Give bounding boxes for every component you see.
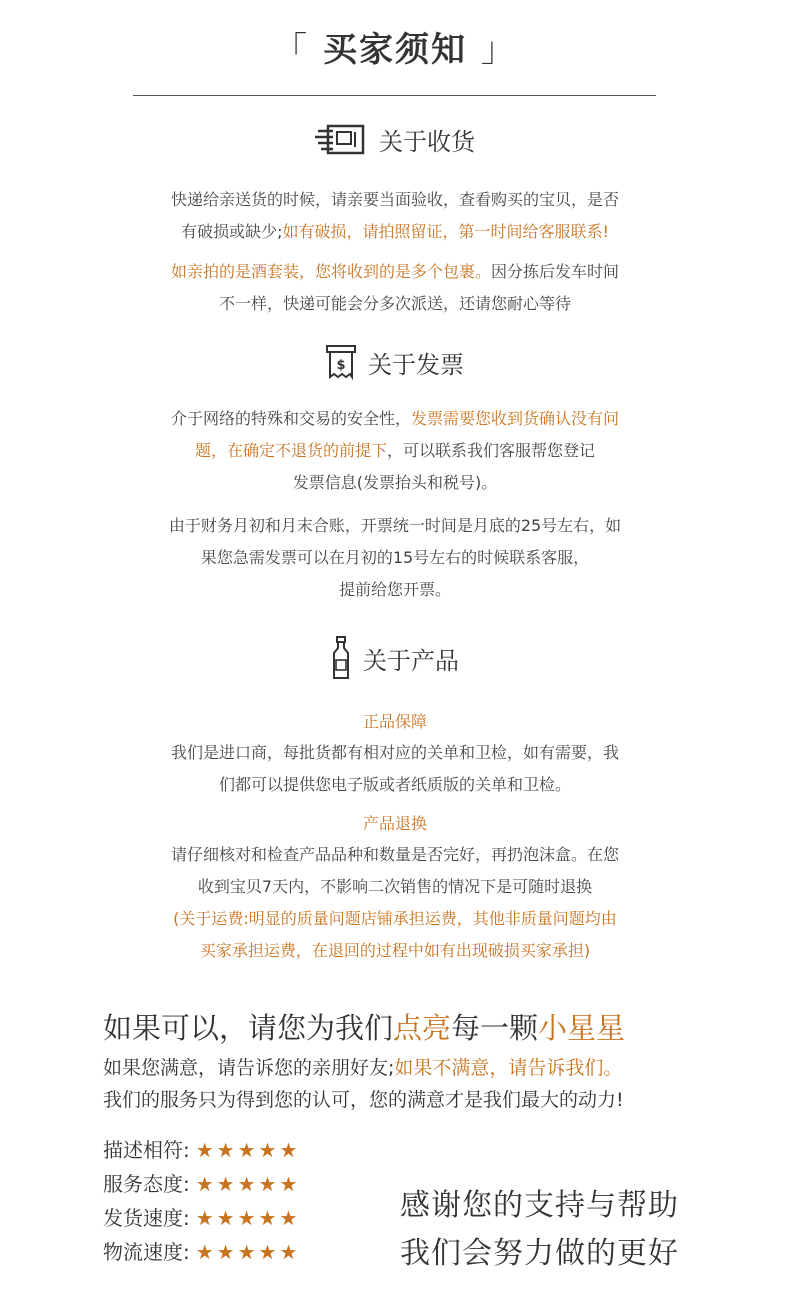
headline-highlight: 小星星 [538, 1011, 626, 1045]
rating-row [103, 1202, 300, 1231]
rating-label: 发货速度: [103, 1206, 190, 1230]
receipt-icon [326, 344, 356, 380]
rating-label: 物流速度: [103, 1240, 190, 1264]
text-line: 发票信息(发票抬头和税号)。 [292, 473, 498, 492]
text-line: 收到宝贝7天内，不影响二次销售的情况下是可随时退换 [197, 877, 593, 896]
title-close-bracket: 」 [480, 30, 517, 70]
highlight-text: 如亲拍的是酒套装，您将收到的是多个包裹。 [170, 262, 491, 281]
text-line: 们都可以提供您电子版或者纸质版的关单和卫检。 [218, 775, 571, 794]
text-line: 有破损或缺少; [181, 222, 283, 241]
star-rating: ★★★★★ [195, 1172, 301, 1196]
text-line: 不一样，快递可能会分多次派送，还请您耐心等待 [218, 294, 571, 313]
text-line: 因分拣后发车时间 [491, 262, 620, 281]
highlight-text: 买家承担运费，在退回的过程中如有出现破损买家承担) [199, 941, 591, 960]
title-text: 买家须知 [323, 30, 467, 70]
shipping-paragraph-2 [0, 256, 790, 320]
svg-text:$: $ [336, 358, 346, 373]
delivery-truck-icon [315, 123, 367, 157]
text-line: 请仔细核对和检查产品品种和数量是否完好，再扔泡沫盒。在您 [170, 845, 619, 864]
text-line: 提前给您开票。 [338, 580, 451, 599]
thanks-message [400, 1182, 679, 1278]
page-title [0, 22, 790, 71]
text-line: 果您急需发票可以在月初的15号左右的时候联系客服， [200, 548, 590, 567]
text-line: 由于财务月初和月末合账，开票统一时间是月底的25号左右，如 [168, 516, 622, 535]
authentic-paragraph [0, 737, 790, 801]
shipping-heading [0, 122, 790, 157]
star-rating: ★★★★★ [195, 1206, 301, 1230]
footer-message [103, 1052, 624, 1116]
text-line: ，可以联系我们客服帮您登记 [387, 441, 596, 460]
headline-text: 如果可以，请您为我们 [103, 1011, 394, 1045]
invoice-heading-text: 关于发票 [368, 350, 464, 379]
rating-row [103, 1236, 300, 1265]
text-line: 我们是进口商，每批货都有相对应的关单和卫检，如有需要，我 [170, 743, 619, 762]
text-line: 介于网络的特殊和交易的安全性， [170, 409, 411, 428]
highlight-text: (关于运费:明显的质量问题店铺承担运费，其他非质量问题均由 [173, 909, 617, 928]
thanks-line: 感谢您的支持与帮助 [400, 1188, 679, 1223]
product-heading [0, 636, 790, 680]
text-line: 快递给亲送货的时候，请亲要当面验收，查看购买的宝贝，是否 [170, 190, 619, 209]
subheading-authentic: 正品保障 [362, 712, 427, 731]
title-divider [133, 95, 656, 96]
headline-text: 每一颗 [451, 1011, 539, 1045]
subheading-returns: 产品退换 [362, 814, 427, 833]
invoice-paragraph-2 [0, 510, 790, 606]
rating-label: 服务态度: [103, 1172, 190, 1196]
headline-highlight: 点亮 [393, 1011, 452, 1045]
title-open-bracket: 「 [273, 30, 310, 70]
star-rating: ★★★★★ [195, 1138, 301, 1162]
shipping-heading-text: 关于收货 [379, 128, 475, 156]
shipping-paragraph-1 [0, 184, 790, 248]
highlight-text: 题，在确定不退货的前提下 [194, 441, 387, 460]
wine-bottle-icon [331, 636, 351, 680]
highlight-text: 发票需要您收到货确认没有问 [411, 409, 620, 428]
rating-row [103, 1134, 300, 1163]
highlight-text: 如有破损，请拍照留证，第一时间给客服联系! [282, 222, 609, 241]
star-rating: ★★★★★ [195, 1240, 301, 1264]
thanks-line: 我们会努力做的更好 [400, 1236, 679, 1271]
returns-paragraph [0, 839, 790, 967]
text-line: 我们的服务只为得到您的认可，您的满意才是我们最大的动力! [103, 1089, 624, 1111]
invoice-heading [0, 344, 790, 380]
star-request-headline [103, 1006, 625, 1047]
text-line: 如果您满意，请告诉您的亲朋好友; [103, 1057, 395, 1079]
highlight-text: 如果不满意，请告诉我们。 [394, 1057, 623, 1079]
invoice-paragraph-1 [0, 403, 790, 499]
rating-label: 描述相符: [103, 1138, 190, 1162]
rating-row [103, 1168, 300, 1197]
product-heading-text: 关于产品 [363, 646, 459, 675]
